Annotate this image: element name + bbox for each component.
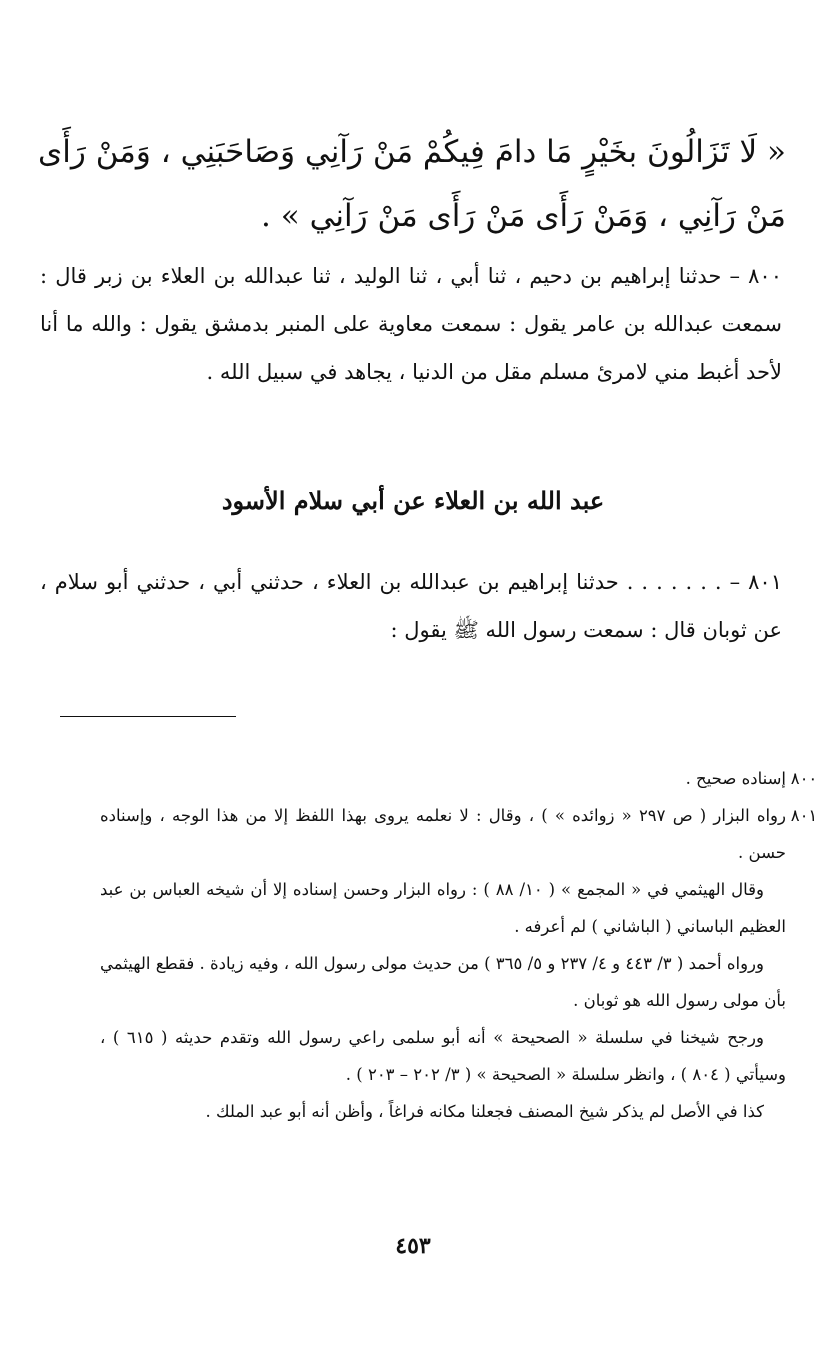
footnote-divider (60, 716, 236, 717)
footnote-number: ٨٠١ (790, 806, 818, 825)
footnote-paragraph: ورواه أحمد ( ٣/ ٤٤٣ و ٤/ ٢٣٧ و ٥/ ٣٦٥ ) من حديث مولى رسول الله ، وفيه زيادة . فقطع الهيثمي بأن مولى رسول الله هو ثوبان . (100, 954, 786, 1010)
footnote-number: ٨٠٠ (790, 769, 818, 788)
footnote-800 (100, 760, 818, 797)
section-title: عبد الله بن العلاء عن أبي سلام الأسود (221, 486, 605, 515)
hadith-quote: « لَا تَزَالُونَ بخَيْرٍ مَا دامَ فِيكُمْ مَنْ رَآنِي وَصَاحَبَنِي ، وَمَنْ رَأَى مَنْ رَآنِي ، وَمَنْ رَأَى مَنْ رَأَى مَنْ رَآنِي » . (38, 134, 786, 234)
page-number: ٤٥٣ (395, 1233, 431, 1259)
footnote-paragraph: ورجح شيخنا في سلسلة « الصحيحة » أنه أبو سلمى راعي رسول الله وتقدم حديثه ( ٦١٥ ) ، وسيأتي ( ٨٠٤ ) ، وانظر سلسلة « الصحيحة » ( ٣/ ٢٠٢ – ٢٠٣ ) . (100, 1028, 786, 1084)
footnote-paragraph: وقال الهيثمي في « المجمع » ( ١٠/ ٨٨ ) : رواه البزار وحسن إسناده إلا أن شيخه العباس بن عبد العظيم الباساني ( الباشاني ) لم أعرفه . (100, 880, 786, 936)
footnote-801 (100, 797, 818, 1130)
hadith-801: ٨٠١ – . . . . . . . حدثنا إبراهيم بن عبدالله بن العلاء ، حدثني أبي ، حدثني أبو سلام ، عن ثوبان قال : سمعت رسول الله ﷺ يقول : (40, 570, 782, 642)
footnote-paragraph: رواه البزار ( ص ٢٩٧ « زوائده » ) ، وقال : لا نعلمه يروى بهذا اللفظ إلا من هذا الوجه ، وإسناده حسن . (100, 806, 786, 862)
footnote-text: إسناده صحيح . (685, 769, 786, 788)
footnote-paragraph: كذا في الأصل لم يذكر شيخ المصنف فجعلنا مكانه فراغاً ، وأظن أنه أبو عبد الملك . (205, 1102, 764, 1121)
footnotes (100, 760, 818, 1130)
hadith-800: ٨٠٠ – حدثنا إبراهيم بن دحيم ، ثنا أبي ، ثنا الوليد ، ثنا عبدالله بن العلاء بن زبر قال : سمعت عبدالله بن عامر يقول : سمعت معاوية على المنبر بدمشق يقول : والله ما أنا لأحد أغبط مني لامرئ مسلم مقل من الدنيا ، يجاهد في سبيل الله . (40, 264, 782, 384)
